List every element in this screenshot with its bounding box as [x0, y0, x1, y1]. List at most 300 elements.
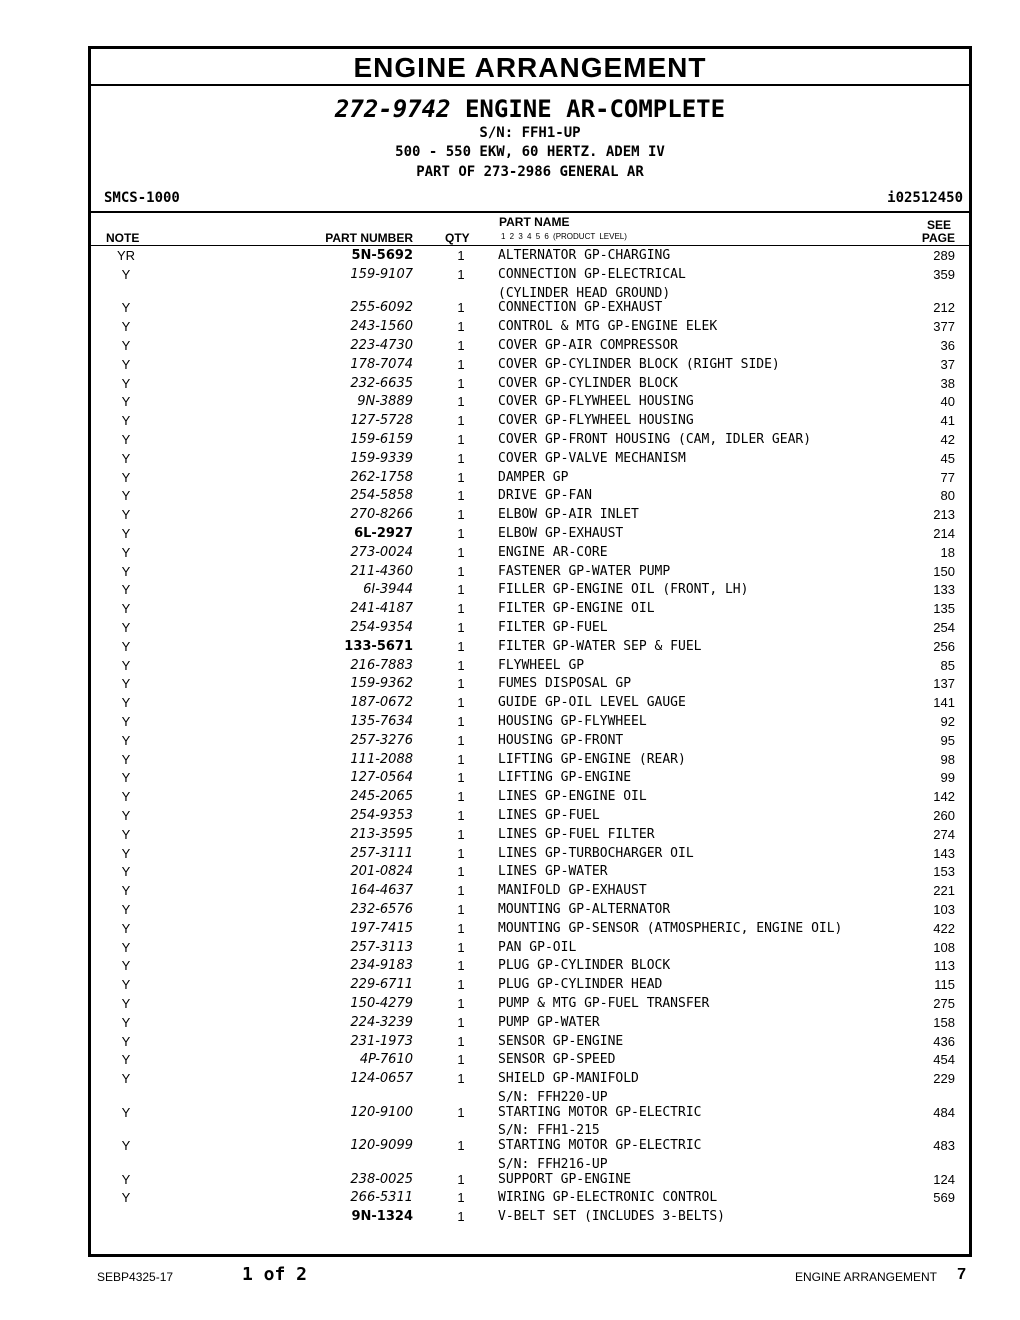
qty-cell: 1	[457, 1190, 465, 1206]
part-name-cell: CONNECTION GP-ELECTRICAL	[498, 266, 686, 282]
part-name-cell: SENSOR GP-ENGINE	[498, 1033, 624, 1049]
col-note: NOTE	[106, 231, 140, 245]
see-page-cell: 37	[940, 356, 955, 372]
part-number-cell: 159-6159	[350, 431, 413, 447]
note-cell: Y	[121, 1052, 131, 1068]
note-cell: Y	[121, 266, 131, 282]
part-name-cell: LINES GP-ENGINE OIL	[498, 789, 647, 805]
note-cell: Y	[121, 601, 131, 617]
see-page-cell: 377	[933, 319, 955, 335]
part-name-cell: S/N: FFH220-UP	[498, 1089, 608, 1105]
part-name-cell: FILLER GP-ENGINE OIL (FRONT, LH)	[498, 582, 749, 598]
table-row	[91, 392, 969, 411]
part-number-cell: 159-9339	[350, 450, 413, 466]
note-cell: Y	[121, 319, 131, 335]
see-page-cell: 153	[933, 864, 955, 880]
part-name-cell: PUMP & MTG GP-FUEL TRANSFER	[498, 995, 710, 1011]
qty-cell: 1	[457, 413, 465, 429]
qty-cell: 1	[457, 469, 465, 485]
qty-cell: 1	[457, 713, 465, 729]
part-name-cell: S/N: FFH216-UP	[498, 1156, 608, 1172]
group-part-of: PART OF 273-2986 GENERAL AR	[416, 164, 644, 180]
table-row	[91, 449, 969, 468]
table-row	[91, 618, 969, 637]
qty-cell: 1	[457, 582, 465, 598]
footer-page-number: 7	[957, 1266, 966, 1283]
qty-cell: 1	[457, 901, 465, 917]
part-name-cell: FILTER GP-ENGINE OIL	[498, 601, 655, 617]
see-page-cell: 214	[933, 525, 955, 541]
see-page-cell: 484	[933, 1104, 955, 1120]
see-page-cell: 95	[940, 732, 955, 748]
table-row	[91, 1170, 969, 1189]
qty-cell: 1	[457, 770, 465, 786]
note-cell: Y	[121, 939, 131, 955]
part-name-cell: DRIVE GP-FAN	[498, 488, 592, 504]
part-number-cell: 254-9354	[350, 619, 413, 635]
table-row	[91, 430, 969, 449]
footer-section: ENGINE ARRANGEMENT	[794, 1270, 937, 1284]
qty-cell: 1	[457, 450, 465, 466]
footer-doc-id: SEBP4325-17	[97, 1270, 174, 1284]
part-name-cell: MOUNTING GP-SENSOR (ATMOSPHERIC, ENGINE OIL)	[498, 920, 843, 936]
qty-cell: 1	[457, 1171, 465, 1187]
part-number-cell: 187-0672	[350, 695, 413, 711]
table-row	[91, 580, 969, 599]
footer-page-of: 1 of 2	[242, 1264, 308, 1285]
qty-cell: 1	[457, 1052, 465, 1068]
part-number-cell: 111-2088	[350, 751, 413, 767]
part-name-cell: LINES GP-TURBOCHARGER OIL	[498, 845, 694, 861]
qty-cell: 1	[457, 619, 465, 635]
see-page-cell: 42	[940, 431, 955, 447]
part-name-cell: COVER GP-FLYWHEEL HOUSING	[498, 394, 694, 410]
note-cell: Y	[121, 1190, 131, 1206]
part-number-cell: 241-4187	[350, 601, 413, 617]
part-number-cell: 4P-7610	[359, 1052, 413, 1068]
note-cell: Y	[121, 525, 131, 541]
part-number-cell: 255-6092	[350, 300, 413, 316]
qty-cell: 1	[457, 732, 465, 748]
table-row	[91, 265, 969, 284]
col-part-number: PART NUMBER	[325, 231, 413, 245]
part-name-cell: COVER GP-FRONT HOUSING (CAM, IDLER GEAR)	[498, 431, 812, 447]
part-name-cell: COVER GP-CYLINDER BLOCK	[498, 375, 679, 391]
qty-cell: 1	[457, 789, 465, 805]
illustration-id: i02512450	[887, 190, 963, 206]
part-name-cell: FASTENER GP-WATER PUMP	[498, 563, 671, 579]
table-row	[91, 1032, 969, 1051]
part-name-cell: FLYWHEEL GP	[498, 657, 585, 673]
qty-cell: 1	[457, 337, 465, 353]
table-row	[91, 637, 969, 656]
part-number-cell: 135-7634	[350, 713, 413, 729]
note-cell: Y	[121, 657, 131, 673]
part-name-cell: DAMPER GP	[498, 469, 569, 485]
see-page-cell: 124	[933, 1171, 955, 1187]
see-page-cell: 137	[933, 676, 955, 692]
part-number-cell: 270-8266	[350, 507, 413, 523]
part-name-cell: PLUG GP-CYLINDER HEAD	[498, 977, 663, 993]
note-cell: Y	[121, 394, 131, 410]
qty-cell: 1	[457, 1104, 465, 1120]
table-row	[91, 806, 969, 825]
see-page-cell: 113	[934, 958, 955, 974]
table-row	[91, 298, 969, 317]
table-row	[91, 505, 969, 524]
part-number-cell: 127-5728	[350, 413, 413, 429]
part-number-cell: 6L-2927	[354, 525, 413, 541]
qty-cell: 1	[457, 826, 465, 842]
part-name-cell: ELBOW GP-EXHAUST	[498, 525, 624, 541]
table-row	[91, 862, 969, 881]
part-number-cell: 150-4279	[350, 995, 413, 1011]
note-cell: Y	[121, 450, 131, 466]
note-cell: Y	[121, 901, 131, 917]
see-page-cell: 41	[940, 413, 955, 429]
see-page-cell: 40	[940, 394, 955, 410]
table-row	[91, 411, 969, 430]
part-number-cell: 159-9107	[350, 266, 413, 282]
part-number-cell: 9N-3889	[357, 394, 413, 410]
table-row	[91, 768, 969, 787]
table-row	[91, 712, 969, 731]
part-name-cell: ELBOW GP-AIR INLET	[498, 507, 639, 523]
part-name-cell: SENSOR GP-SPEED	[498, 1052, 616, 1068]
see-page-cell: 115	[934, 977, 955, 993]
part-number-cell: 197-7415	[350, 920, 413, 936]
part-name-cell: HOUSING GP-FLYWHEEL	[498, 713, 647, 729]
part-name-cell: LINES GP-FUEL FILTER	[498, 826, 655, 842]
note-cell: Y	[121, 1138, 131, 1154]
table-row	[91, 731, 969, 750]
note-cell: Y	[121, 1171, 131, 1187]
see-page-cell: 274	[933, 826, 955, 842]
part-name-cell: PUMP GP-WATER	[498, 1014, 600, 1030]
qty-cell: 1	[457, 920, 465, 936]
see-page-cell: 99	[940, 770, 955, 786]
table-row	[91, 844, 969, 863]
table-row	[91, 562, 969, 581]
section-title: ENGINE ARRANGEMENT	[91, 49, 969, 86]
qty-cell: 1	[457, 1014, 465, 1030]
note-cell: Y	[121, 507, 131, 523]
col-part-name: PART NAME	[499, 215, 570, 229]
qty-cell: 1	[457, 1071, 465, 1087]
table-row	[91, 317, 969, 336]
part-name-cell: SUPPORT GP-ENGINE	[498, 1171, 632, 1187]
table-row	[91, 355, 969, 374]
qty-cell: 1	[457, 845, 465, 861]
note-cell: Y	[121, 356, 131, 372]
qty-cell: 1	[457, 676, 465, 692]
part-name-cell: COVER GP-VALVE MECHANISM	[498, 450, 686, 466]
qty-cell: 1	[457, 563, 465, 579]
part-name-cell: V-BELT SET (INCLUDES 3-BELTS)	[498, 1209, 725, 1225]
part-number-cell: 6I-3944	[363, 582, 413, 598]
qty-cell: 1	[457, 1138, 465, 1154]
part-number-cell: 229-6711	[350, 977, 413, 993]
note-cell: Y	[121, 1104, 131, 1120]
qty-cell: 1	[457, 638, 465, 654]
note-cell: Y	[121, 713, 131, 729]
see-page-cell: 103	[933, 901, 955, 917]
part-number-cell: 178-7074	[350, 356, 413, 372]
qty-cell: 1	[457, 319, 465, 335]
see-page-cell: 92	[940, 713, 955, 729]
part-number-cell: 213-3595	[350, 826, 413, 842]
qty-cell: 1	[457, 488, 465, 504]
note-cell: Y	[121, 337, 131, 353]
part-name-cell: ALTERNATOR GP-CHARGING	[498, 248, 671, 263]
col-see: SEE	[926, 218, 951, 232]
group-rating: 500 - 550 EKW, 60 HERTZ. ADEM IV	[395, 144, 665, 160]
part-number-cell: 245-2065	[350, 789, 413, 805]
see-page-cell: 141	[933, 695, 955, 711]
see-page-cell: 359	[933, 266, 955, 282]
see-page-cell: 18	[940, 544, 955, 560]
note-cell: Y	[121, 375, 131, 391]
part-name-cell: PAN GP-OIL	[498, 939, 577, 955]
note-cell: Y	[121, 619, 131, 635]
table-row	[91, 656, 969, 675]
part-name-cell: (CYLINDER HEAD GROUND)	[498, 285, 671, 301]
qty-cell: 1	[457, 266, 465, 282]
part-name-cell: FUMES DISPOSAL GP	[498, 676, 632, 692]
note-cell: Y	[121, 544, 131, 560]
qty-cell: 1	[457, 300, 465, 316]
part-name-cell: PLUG GP-CYLINDER BLOCK	[498, 958, 671, 974]
see-page-cell: 80	[940, 488, 955, 504]
note-cell: Y	[121, 883, 131, 899]
part-number-cell: 254-9353	[350, 807, 413, 823]
header-divider	[91, 211, 969, 213]
part-name-cell: HOUSING GP-FRONT	[498, 732, 624, 748]
part-name-cell: MANIFOLD GP-EXHAUST	[498, 883, 647, 899]
qty-cell: 1	[457, 356, 465, 372]
part-name-cell: LIFTING GP-ENGINE	[498, 770, 632, 786]
qty-cell: 1	[457, 544, 465, 560]
note-cell: Y	[121, 582, 131, 598]
part-number-cell: 9N-1324	[351, 1209, 413, 1225]
qty-cell: 1	[457, 525, 465, 541]
part-name-cell: CONNECTION GP-EXHAUST	[498, 300, 663, 316]
see-page-cell: 289	[933, 248, 955, 263]
part-name-cell: STARTING MOTOR GP-ELECTRIC	[498, 1138, 702, 1154]
table-row	[91, 994, 969, 1013]
part-number-cell: 266-5311	[350, 1190, 413, 1206]
table-row	[91, 246, 969, 265]
table-row	[91, 1013, 969, 1032]
qty-cell: 1	[457, 864, 465, 880]
part-number-cell: 232-6576	[350, 901, 413, 917]
part-name-cell: WIRING GP-ELECTRONIC CONTROL	[498, 1190, 718, 1206]
note-cell: Y	[121, 563, 131, 579]
part-number-cell: 243-1560	[350, 319, 413, 335]
table-row	[91, 787, 969, 806]
part-number-cell: 120-9100	[350, 1104, 413, 1120]
see-page-cell: 158	[933, 1014, 955, 1030]
qty-cell: 1	[457, 657, 465, 673]
see-page-cell: 275	[933, 995, 955, 1011]
note-cell: Y	[121, 977, 131, 993]
table-row	[91, 1207, 969, 1226]
part-number-cell: 262-1758	[350, 469, 413, 485]
see-page-cell: 36	[940, 337, 955, 353]
group-part-number: 272-9742	[334, 95, 451, 123]
table-row	[91, 1069, 969, 1088]
table-row	[91, 374, 969, 393]
part-name-cell: LINES GP-FUEL	[498, 807, 600, 823]
table-row	[91, 486, 969, 505]
group-name: ENGINE AR-COMPLETE	[464, 95, 726, 123]
table-row	[91, 881, 969, 900]
qty-cell: 1	[457, 977, 465, 993]
note-cell: Y	[121, 488, 131, 504]
see-page-cell: 142	[933, 789, 955, 805]
part-number-cell: 159-9362	[350, 676, 413, 692]
see-page-cell: 454	[933, 1052, 955, 1068]
part-name-cell: COVER GP-CYLINDER BLOCK (RIGHT SIDE)	[498, 356, 780, 372]
note-cell: Y	[121, 751, 131, 767]
see-page-cell: 260	[933, 807, 955, 823]
part-name-cell: FILTER GP-WATER SEP & FUEL	[498, 638, 702, 654]
table-row	[91, 336, 969, 355]
col-page: PAGE	[921, 231, 955, 245]
note-cell: Y	[121, 300, 131, 316]
part-number-cell: 257-3276	[350, 732, 413, 748]
note-cell: Y	[121, 469, 131, 485]
part-name-cell: FILTER GP-FUEL	[498, 619, 608, 635]
part-number-cell: 201-0824	[350, 864, 413, 880]
qty-cell: 1	[457, 601, 465, 617]
qty-cell: 1	[457, 431, 465, 447]
note-cell: Y	[121, 1071, 131, 1087]
table-row	[91, 919, 969, 938]
qty-cell: 1	[457, 1209, 465, 1225]
note-cell: Y	[121, 1033, 131, 1049]
qty-cell: 1	[457, 751, 465, 767]
note-cell: Y	[121, 826, 131, 842]
part-number-cell: 127-0564	[350, 770, 413, 786]
table-row	[91, 599, 969, 618]
part-name-cell: COVER GP-FLYWHEEL HOUSING	[498, 413, 694, 429]
note-cell: Y	[121, 995, 131, 1011]
table-row	[91, 750, 969, 769]
see-page-cell: 98	[940, 751, 955, 767]
note-cell: Y	[121, 958, 131, 974]
see-page-cell: 569	[933, 1190, 955, 1206]
part-number-cell: 223-4730	[350, 337, 413, 353]
see-page-cell: 212	[933, 300, 955, 316]
table-row	[91, 900, 969, 919]
part-name-cell: LINES GP-WATER	[498, 864, 608, 880]
part-name-cell: CONTROL & MTG GP-ENGINE ELEK	[498, 319, 718, 335]
qty-cell: 1	[457, 939, 465, 955]
table-row	[91, 543, 969, 562]
see-page-cell: 133	[933, 582, 955, 598]
part-name-cell: ENGINE AR-CORE	[498, 544, 608, 560]
see-page-cell: 436	[933, 1033, 955, 1049]
table-row	[91, 975, 969, 994]
table-row	[91, 938, 969, 957]
part-number-cell: 124-0657	[350, 1071, 413, 1087]
part-number-cell: 238-0025	[350, 1171, 413, 1187]
note-cell: Y	[121, 770, 131, 786]
part-name-cell: LIFTING GP-ENGINE (REAR)	[498, 751, 686, 767]
qty-cell: 1	[457, 375, 465, 391]
see-page-cell: 85	[940, 657, 955, 673]
see-page-cell: 38	[940, 375, 955, 391]
see-page-cell: 422	[933, 920, 955, 936]
part-name-cell: SHIELD GP-MANIFOLD	[498, 1071, 639, 1087]
part-number-cell: 232-6635	[350, 375, 413, 391]
table-row	[91, 956, 969, 975]
group-serial: S/N: FFH1-UP	[479, 125, 581, 141]
note-cell: Y	[121, 920, 131, 936]
note-cell: Y	[121, 676, 131, 692]
table-row	[91, 1103, 969, 1122]
part-number-cell: 234-9183	[350, 958, 413, 974]
note-cell: Y	[121, 431, 131, 447]
part-number-cell: 211-4360	[350, 563, 413, 579]
col-qty: QTY	[445, 231, 470, 245]
part-name-cell: MOUNTING GP-ALTERNATOR	[498, 901, 671, 917]
part-name-cell: S/N: FFH1-215	[498, 1123, 600, 1139]
group-heading	[91, 95, 969, 123]
part-number-cell: 133-5671	[344, 638, 413, 654]
note-cell: YR	[116, 248, 136, 263]
see-page-cell: 254	[933, 619, 955, 635]
see-page-cell: 108	[933, 939, 955, 955]
parts-list-frame	[88, 46, 972, 1257]
qty-cell: 1	[457, 995, 465, 1011]
table-row	[91, 1050, 969, 1069]
note-cell: Y	[121, 864, 131, 880]
note-cell: Y	[121, 789, 131, 805]
qty-cell: 1	[457, 507, 465, 523]
table-row	[91, 825, 969, 844]
qty-cell: 1	[457, 958, 465, 974]
part-name-cell: COVER GP-AIR COMPRESSOR	[498, 337, 679, 353]
see-page-cell: 213	[933, 507, 955, 523]
qty-cell: 1	[457, 695, 465, 711]
part-number-cell: 164-4637	[350, 883, 413, 899]
table-row	[91, 468, 969, 487]
part-number-cell: 216-7883	[350, 657, 413, 673]
qty-cell: 1	[457, 248, 465, 263]
qty-cell: 1	[457, 394, 465, 410]
part-number-cell: 254-5858	[350, 488, 413, 504]
qty-cell: 1	[457, 807, 465, 823]
part-number-cell: 273-0024	[350, 544, 413, 560]
col-product-level: 1 2 3 4 5 6 (PRODUCT LEVEL)	[501, 232, 627, 241]
qty-cell: 1	[457, 883, 465, 899]
qty-cell: 1	[457, 1033, 465, 1049]
part-number-cell: 257-3111	[350, 845, 413, 861]
part-number-cell: 120-9099	[350, 1138, 413, 1154]
part-number-cell: 5N-5692	[351, 248, 413, 263]
see-page-cell: 77	[940, 469, 955, 485]
see-page-cell: 45	[940, 450, 955, 466]
table-row	[91, 1188, 969, 1207]
note-cell: Y	[121, 807, 131, 823]
part-number-cell: 231-1973	[350, 1033, 413, 1049]
note-cell: Y	[121, 732, 131, 748]
see-page-cell: 229	[933, 1071, 955, 1087]
note-cell: Y	[121, 1014, 131, 1030]
part-number-cell: 224-3239	[350, 1014, 413, 1030]
